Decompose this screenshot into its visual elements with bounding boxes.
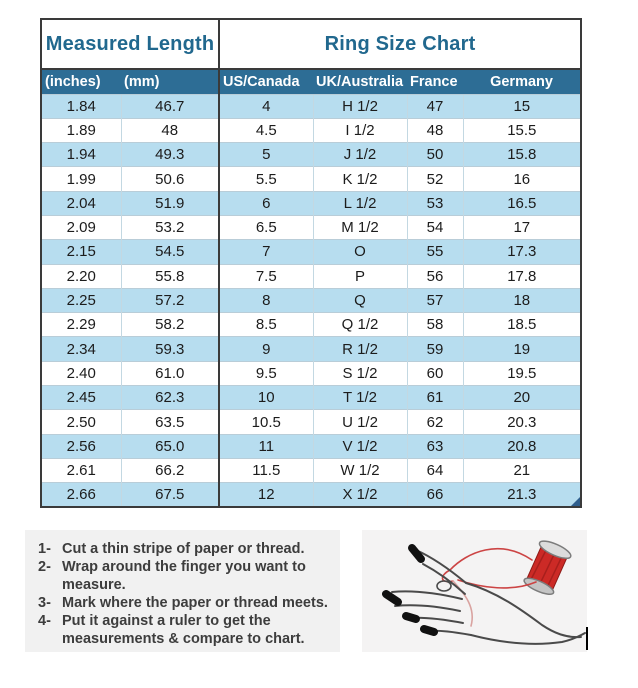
table-cell: 1.94 xyxy=(41,143,121,167)
instruction-text: Cut a thin stripe of paper or thread. xyxy=(62,541,305,557)
table-cell: 2.25 xyxy=(41,288,121,312)
table-row xyxy=(41,215,581,239)
selection-fill-handle-icon[interactable] xyxy=(571,497,580,506)
thread-tail xyxy=(453,581,472,626)
table-cell: 11.5 xyxy=(219,458,313,482)
table-cell: 51.9 xyxy=(121,191,219,215)
table-cell: 46.7 xyxy=(121,94,219,118)
measuring-instructions-panel xyxy=(25,530,340,652)
table-cell: 55 xyxy=(407,240,463,264)
size-table xyxy=(40,18,582,508)
table-cell: 2.50 xyxy=(41,410,121,434)
table-cell: 12 xyxy=(219,483,313,507)
table-cell: 67.5 xyxy=(121,483,219,507)
table-cell: 2.40 xyxy=(41,361,121,385)
table-cell: 17 xyxy=(463,215,581,239)
table-cell: 10 xyxy=(219,386,313,410)
table-cell: 20 xyxy=(463,386,581,410)
table-row xyxy=(41,386,581,410)
table-cell: S 1/2 xyxy=(313,361,407,385)
instruction-item xyxy=(38,540,334,558)
table-row xyxy=(41,313,581,337)
table-cell: 55.8 xyxy=(121,264,219,288)
table-cell: 15.8 xyxy=(463,143,581,167)
fingernails xyxy=(386,548,434,632)
table-cell: 2.20 xyxy=(41,264,121,288)
table-row xyxy=(41,94,581,118)
table-cell: 58.2 xyxy=(121,313,219,337)
thread-line xyxy=(442,549,536,588)
table-cell: 19 xyxy=(463,337,581,361)
table-cell: 8.5 xyxy=(219,313,313,337)
table-cell: 10.5 xyxy=(219,410,313,434)
table-cell: 5.5 xyxy=(219,167,313,191)
table-cell: 16 xyxy=(463,167,581,191)
hand-illustration-panel xyxy=(362,530,587,652)
table-cell: 62.3 xyxy=(121,386,219,410)
table-cell: 2.09 xyxy=(41,215,121,239)
column-header-germany: Germany xyxy=(463,69,581,94)
table-cell: 52 xyxy=(407,167,463,191)
table-cell: 2.04 xyxy=(41,191,121,215)
table-cell: 1.99 xyxy=(41,167,121,191)
table-row xyxy=(41,118,581,142)
table-cell: 5 xyxy=(219,143,313,167)
table-cell: Q 1/2 xyxy=(313,313,407,337)
instruction-text: Wrap around the finger you want to measure. xyxy=(62,559,306,593)
table-cell: 61.0 xyxy=(121,361,219,385)
table-row xyxy=(41,458,581,482)
table-cell: J 1/2 xyxy=(313,143,407,167)
text-cursor-artifact xyxy=(586,627,588,650)
instruction-number: 1- xyxy=(38,541,51,557)
table-cell: 65.0 xyxy=(121,434,219,458)
table-row xyxy=(41,483,581,507)
table-cell: 9.5 xyxy=(219,361,313,385)
table-cell: U 1/2 xyxy=(313,410,407,434)
table-cell: 6 xyxy=(219,191,313,215)
instruction-item xyxy=(38,612,334,648)
column-header-mm: (mm) xyxy=(121,69,219,94)
table-cell: 53 xyxy=(407,191,463,215)
table-cell: V 1/2 xyxy=(313,434,407,458)
instruction-number: 4- xyxy=(38,613,51,629)
column-header-row xyxy=(41,69,581,94)
table-row xyxy=(41,434,581,458)
table-cell: W 1/2 xyxy=(313,458,407,482)
thread-spool-icon xyxy=(521,538,573,598)
table-cell: M 1/2 xyxy=(313,215,407,239)
ring-size-chart-header: Ring Size Chart xyxy=(219,19,581,69)
table-cell: 63 xyxy=(407,434,463,458)
table-cell: 62 xyxy=(407,410,463,434)
table-cell: 17.3 xyxy=(463,240,581,264)
table-row xyxy=(41,264,581,288)
table-cell: 2.29 xyxy=(41,313,121,337)
table-row xyxy=(41,361,581,385)
table-cell: K 1/2 xyxy=(313,167,407,191)
size-table-body xyxy=(41,94,581,507)
instruction-text: Mark where the paper or thread meets. xyxy=(62,595,328,611)
table-row xyxy=(41,191,581,215)
table-cell: 64 xyxy=(407,458,463,482)
table-cell: 57 xyxy=(407,288,463,312)
table-cell: 7.5 xyxy=(219,264,313,288)
table-cell: 2.61 xyxy=(41,458,121,482)
ring-size-table xyxy=(40,18,580,508)
table-row xyxy=(41,337,581,361)
table-cell: 9 xyxy=(219,337,313,361)
table-cell: H 1/2 xyxy=(313,94,407,118)
table-cell: 61 xyxy=(407,386,463,410)
hand-with-thread-illustration xyxy=(362,530,587,652)
table-cell: 20.3 xyxy=(463,410,581,434)
table-cell: Q xyxy=(313,288,407,312)
table-cell: 20.8 xyxy=(463,434,581,458)
table-cell: 66 xyxy=(407,483,463,507)
table-cell: 1.89 xyxy=(41,118,121,142)
table-cell: 54.5 xyxy=(121,240,219,264)
table-cell: 57.2 xyxy=(121,288,219,312)
table-cell: L 1/2 xyxy=(313,191,407,215)
table-cell: 56 xyxy=(407,264,463,288)
measured-length-header: Measured Length xyxy=(41,19,219,69)
table-row xyxy=(41,288,581,312)
table-cell: I 1/2 xyxy=(313,118,407,142)
table-cell: T 1/2 xyxy=(313,386,407,410)
table-cell: 17.8 xyxy=(463,264,581,288)
table-cell: 58 xyxy=(407,313,463,337)
table-cell: 15.5 xyxy=(463,118,581,142)
table-cell: 6.5 xyxy=(219,215,313,239)
instructions-list xyxy=(38,540,334,648)
table-cell: 8 xyxy=(219,288,313,312)
table-cell: 50 xyxy=(407,143,463,167)
table-cell: 2.66 xyxy=(41,483,121,507)
instruction-number: 3- xyxy=(38,595,51,611)
instruction-item xyxy=(38,558,334,594)
table-cell: 59.3 xyxy=(121,337,219,361)
table-cell: P xyxy=(313,264,407,288)
table-cell: 4.5 xyxy=(219,118,313,142)
instruction-number: 2- xyxy=(38,559,51,575)
table-cell: 15 xyxy=(463,94,581,118)
table-cell: 47 xyxy=(407,94,463,118)
table-cell: 59 xyxy=(407,337,463,361)
table-row xyxy=(41,167,581,191)
table-cell: 2.45 xyxy=(41,386,121,410)
table-cell: X 1/2 xyxy=(313,483,407,507)
table-cell: 18.5 xyxy=(463,313,581,337)
table-cell: 48 xyxy=(407,118,463,142)
table-cell: 60 xyxy=(407,361,463,385)
table-cell: 2.15 xyxy=(41,240,121,264)
table-cell: 19.5 xyxy=(463,361,581,385)
table-cell: 2.56 xyxy=(41,434,121,458)
table-cell: 48 xyxy=(121,118,219,142)
table-cell: 53.2 xyxy=(121,215,219,239)
table-cell: 7 xyxy=(219,240,313,264)
table-cell: 54 xyxy=(407,215,463,239)
table-cell: 21 xyxy=(463,458,581,482)
table-cell: 11 xyxy=(219,434,313,458)
instruction-item xyxy=(38,594,334,612)
column-header-inches: (inches) xyxy=(41,69,121,94)
title-row xyxy=(41,19,581,69)
table-cell: R 1/2 xyxy=(313,337,407,361)
table-cell: 16.5 xyxy=(463,191,581,215)
table-cell: 4 xyxy=(219,94,313,118)
table-cell: 1.84 xyxy=(41,94,121,118)
column-header-us-canada: US/Canada xyxy=(219,69,313,94)
instruction-text: Put it against a ruler to get the measurements & compare to chart. xyxy=(62,613,305,647)
table-row xyxy=(41,240,581,264)
table-cell: 49.3 xyxy=(121,143,219,167)
table-cell: 50.6 xyxy=(121,167,219,191)
table-cell: 63.5 xyxy=(121,410,219,434)
column-header-france: France xyxy=(407,69,463,94)
column-header-uk-australia: UK/Australia xyxy=(313,69,407,94)
table-cell: 18 xyxy=(463,288,581,312)
table-row xyxy=(41,143,581,167)
table-cell: 2.34 xyxy=(41,337,121,361)
table-cell: O xyxy=(313,240,407,264)
table-cell: 66.2 xyxy=(121,458,219,482)
table-row xyxy=(41,410,581,434)
table-cell: 21.3 xyxy=(463,483,581,507)
